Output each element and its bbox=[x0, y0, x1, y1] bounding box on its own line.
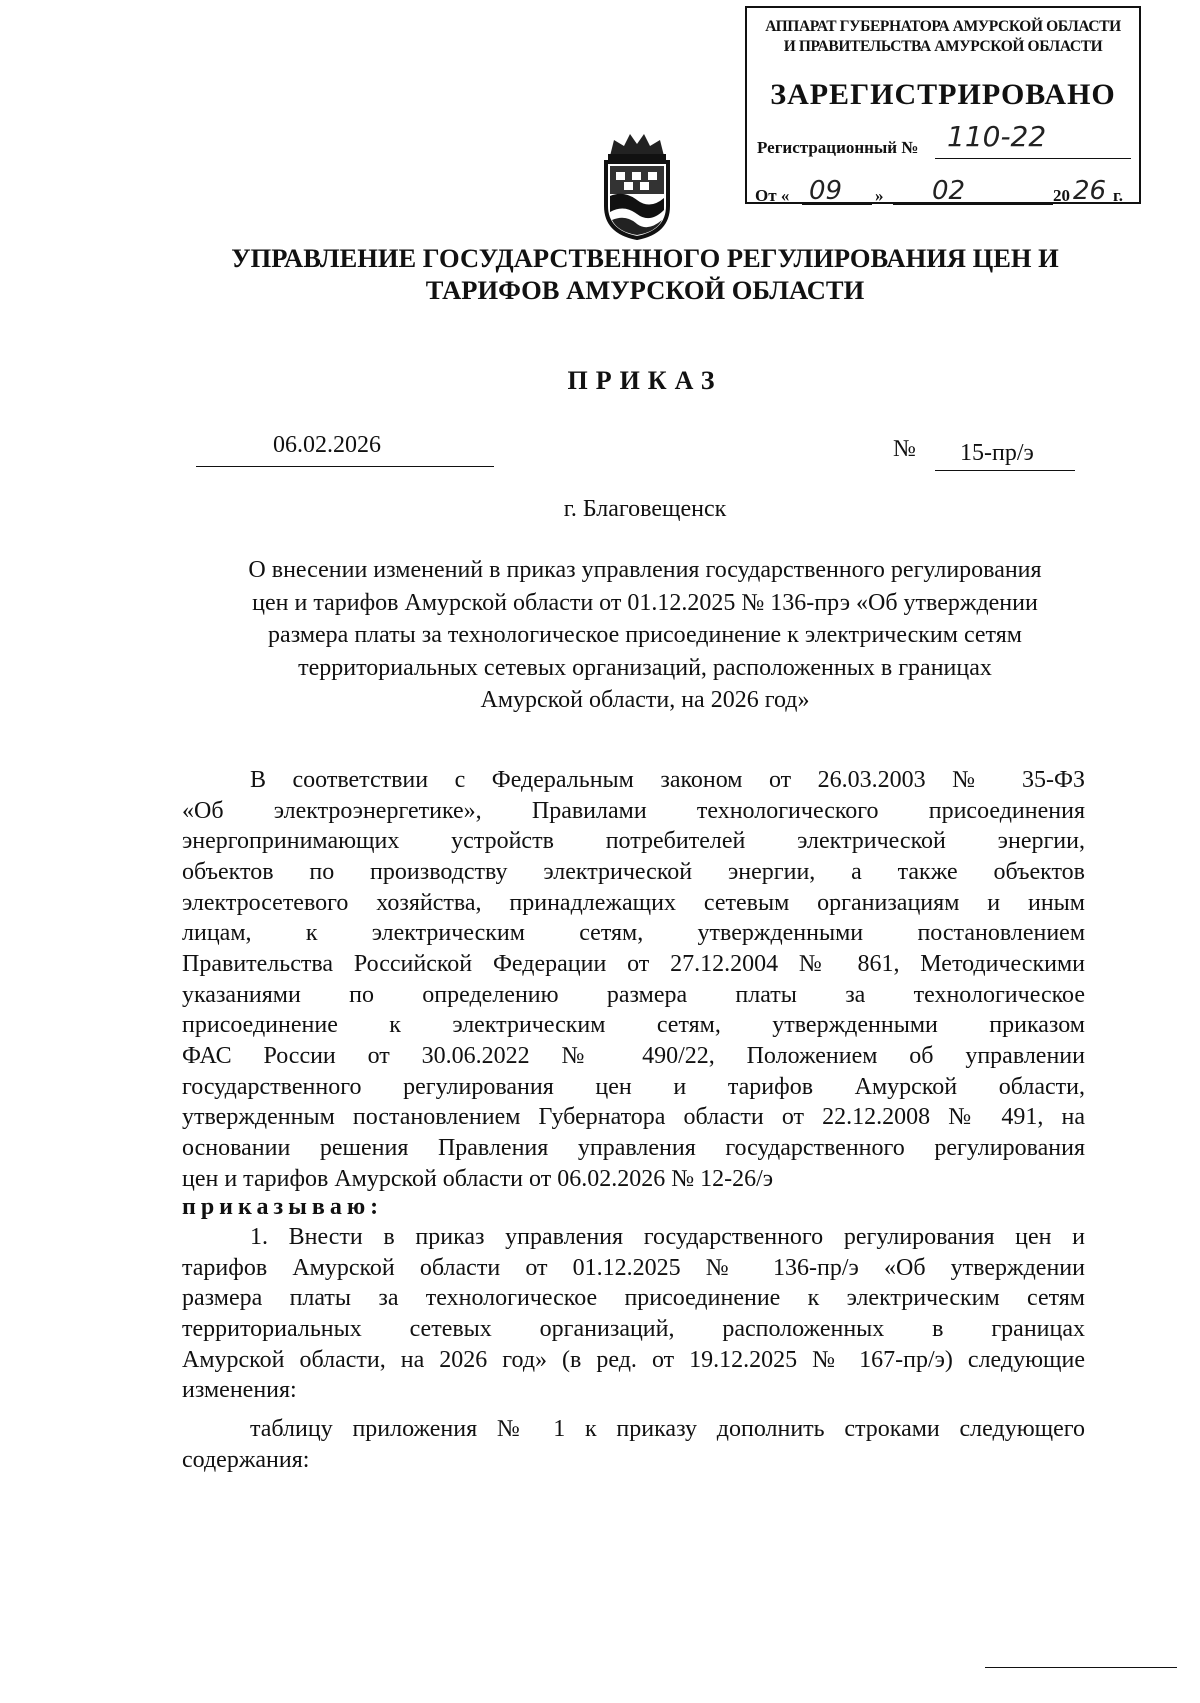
stamp-date-day: 09 bbox=[809, 176, 843, 206]
stamp-reg-label: Регистрационный № bbox=[757, 138, 919, 157]
preamble-line: «Об электроэнергетике», Правилами технологического присоединения bbox=[182, 798, 1085, 824]
document-number: 15-пр/э bbox=[960, 440, 1034, 466]
preamble-line: государственного регулирования цен и тарифов Амурской области, bbox=[182, 1074, 1085, 1100]
stamp-reg-line bbox=[935, 158, 1131, 159]
subject-line: Амурской области, на 2026 год» bbox=[480, 687, 810, 713]
item-line: размера платы за технологическое присоединение к электрическим сетям bbox=[182, 1285, 1085, 1311]
footer-separator bbox=[985, 1667, 1177, 1668]
item-line: 1. Внести в приказ управления государственного регулирования цен и bbox=[250, 1224, 1085, 1250]
preamble-line: цен и тарифов Амурской области от 06.02.2026 № 12-26/э bbox=[182, 1166, 774, 1192]
registration-stamp bbox=[745, 6, 1141, 204]
item-sub-line: содержания: bbox=[182, 1447, 310, 1473]
stamp-month-line bbox=[893, 204, 1053, 205]
preamble-line: объектов по производству электрической энергии, а также объектов bbox=[182, 859, 1085, 885]
document-subject bbox=[160, 554, 1130, 717]
item-line: тарифов Амурской области от 01.12.2025 № 136-пр/э «Об утверждении bbox=[182, 1255, 1085, 1281]
preamble-line: присоединение к электрическим сетям, утвержденными приказом bbox=[182, 1012, 1085, 1038]
preamble-line: В соответствии с Федеральным законом от 26.03.2003 № 35-ФЗ bbox=[250, 767, 1085, 793]
organization-heading bbox=[0, 242, 1200, 306]
stamp-org-line-2: И ПРАВИТЕЛЬСТВА АМУРСКОЙ ОБЛАСТИ bbox=[783, 38, 1103, 55]
coat-of-arms-icon bbox=[596, 132, 678, 240]
item-sub-line: таблицу приложения № 1 к приказу дополнить строками следующего bbox=[250, 1416, 1085, 1442]
subject-line: цен и тарифов Амурской области от 01.12.2025 № 136-прэ «Об утверждении bbox=[252, 589, 1038, 616]
stamp-year-unit: г. bbox=[1113, 186, 1124, 205]
organization-heading-line-1: УПРАВЛЕНИЕ ГОСУДАРСТВЕННОГО РЕГУЛИРОВАНИЯ ЦЕН И bbox=[231, 243, 1059, 273]
city: г. Благовещенск bbox=[563, 496, 727, 522]
stamp-date-close: » bbox=[875, 186, 884, 205]
stamp-organization bbox=[747, 17, 1139, 57]
preamble-line: электросетевого хозяйства, принадлежащих сетевым организациям и иным bbox=[182, 890, 1085, 916]
item-line: изменения: bbox=[182, 1377, 297, 1403]
number-underline bbox=[935, 470, 1075, 471]
document-date: 06.02.2026 bbox=[273, 432, 381, 458]
stamp-date-month: 02 bbox=[932, 176, 966, 206]
item-line: территориальных сетевых организаций, расположенных в границах bbox=[182, 1316, 1085, 1342]
preamble-line: ФАС России от 30.06.2022 № 490/22, Положением об управлении bbox=[182, 1043, 1085, 1069]
preamble-line: утвержденным постановлением Губернатора области от 22.12.2008 № 491, на bbox=[182, 1104, 1085, 1130]
stamp-org-line-1: АППАРАТ ГУБЕРНАТОРА АМУРСКОЙ ОБЛАСТИ bbox=[765, 18, 1121, 35]
preamble-line: указаниями по определению размера платы за технологическое bbox=[182, 982, 1085, 1008]
preamble-line: Правительства Российской Федерации от 27.12.2004 № 861, Методическими bbox=[182, 951, 1085, 977]
stamp-title: ЗАРЕГИСТРИРОВАНО bbox=[770, 78, 1116, 111]
order-word: приказываю: bbox=[182, 1194, 384, 1220]
preamble-line: основании решения Правления управления государственного регулирования bbox=[182, 1135, 1085, 1161]
organization-heading-line-2: ТАРИФОВ АМУРСКОЙ ОБЛАСТИ bbox=[425, 275, 865, 305]
number-sign: № bbox=[893, 436, 916, 462]
subject-line: территориальных сетевых организаций, расположенных в границах bbox=[298, 654, 992, 681]
stamp-year-prefix: 20 bbox=[1053, 186, 1070, 205]
preamble-line: энергопринимающих устройств потребителей электрической энергии, bbox=[182, 828, 1085, 854]
stamp-reg-number: 110-22 bbox=[947, 120, 1047, 153]
item-line: Амурской области, на 2026 год» (в ред. от 19.12.2025 № 167-пр/э) следующие bbox=[182, 1347, 1085, 1373]
subject-line: О внесении изменений в приказ управления государственного регулирования bbox=[248, 557, 1042, 583]
subject-line: размера платы за технологическое присоединение к электрическим сетям bbox=[268, 622, 1022, 648]
document-type-title: ПРИКАЗ bbox=[567, 366, 723, 395]
date-underline bbox=[196, 466, 494, 467]
stamp-year-suffix: 26 bbox=[1073, 176, 1107, 206]
preamble-line: лицам, к электрическим сетям, утвержденными постановлением bbox=[182, 920, 1085, 946]
stamp-date-prefix: От « bbox=[755, 186, 790, 205]
